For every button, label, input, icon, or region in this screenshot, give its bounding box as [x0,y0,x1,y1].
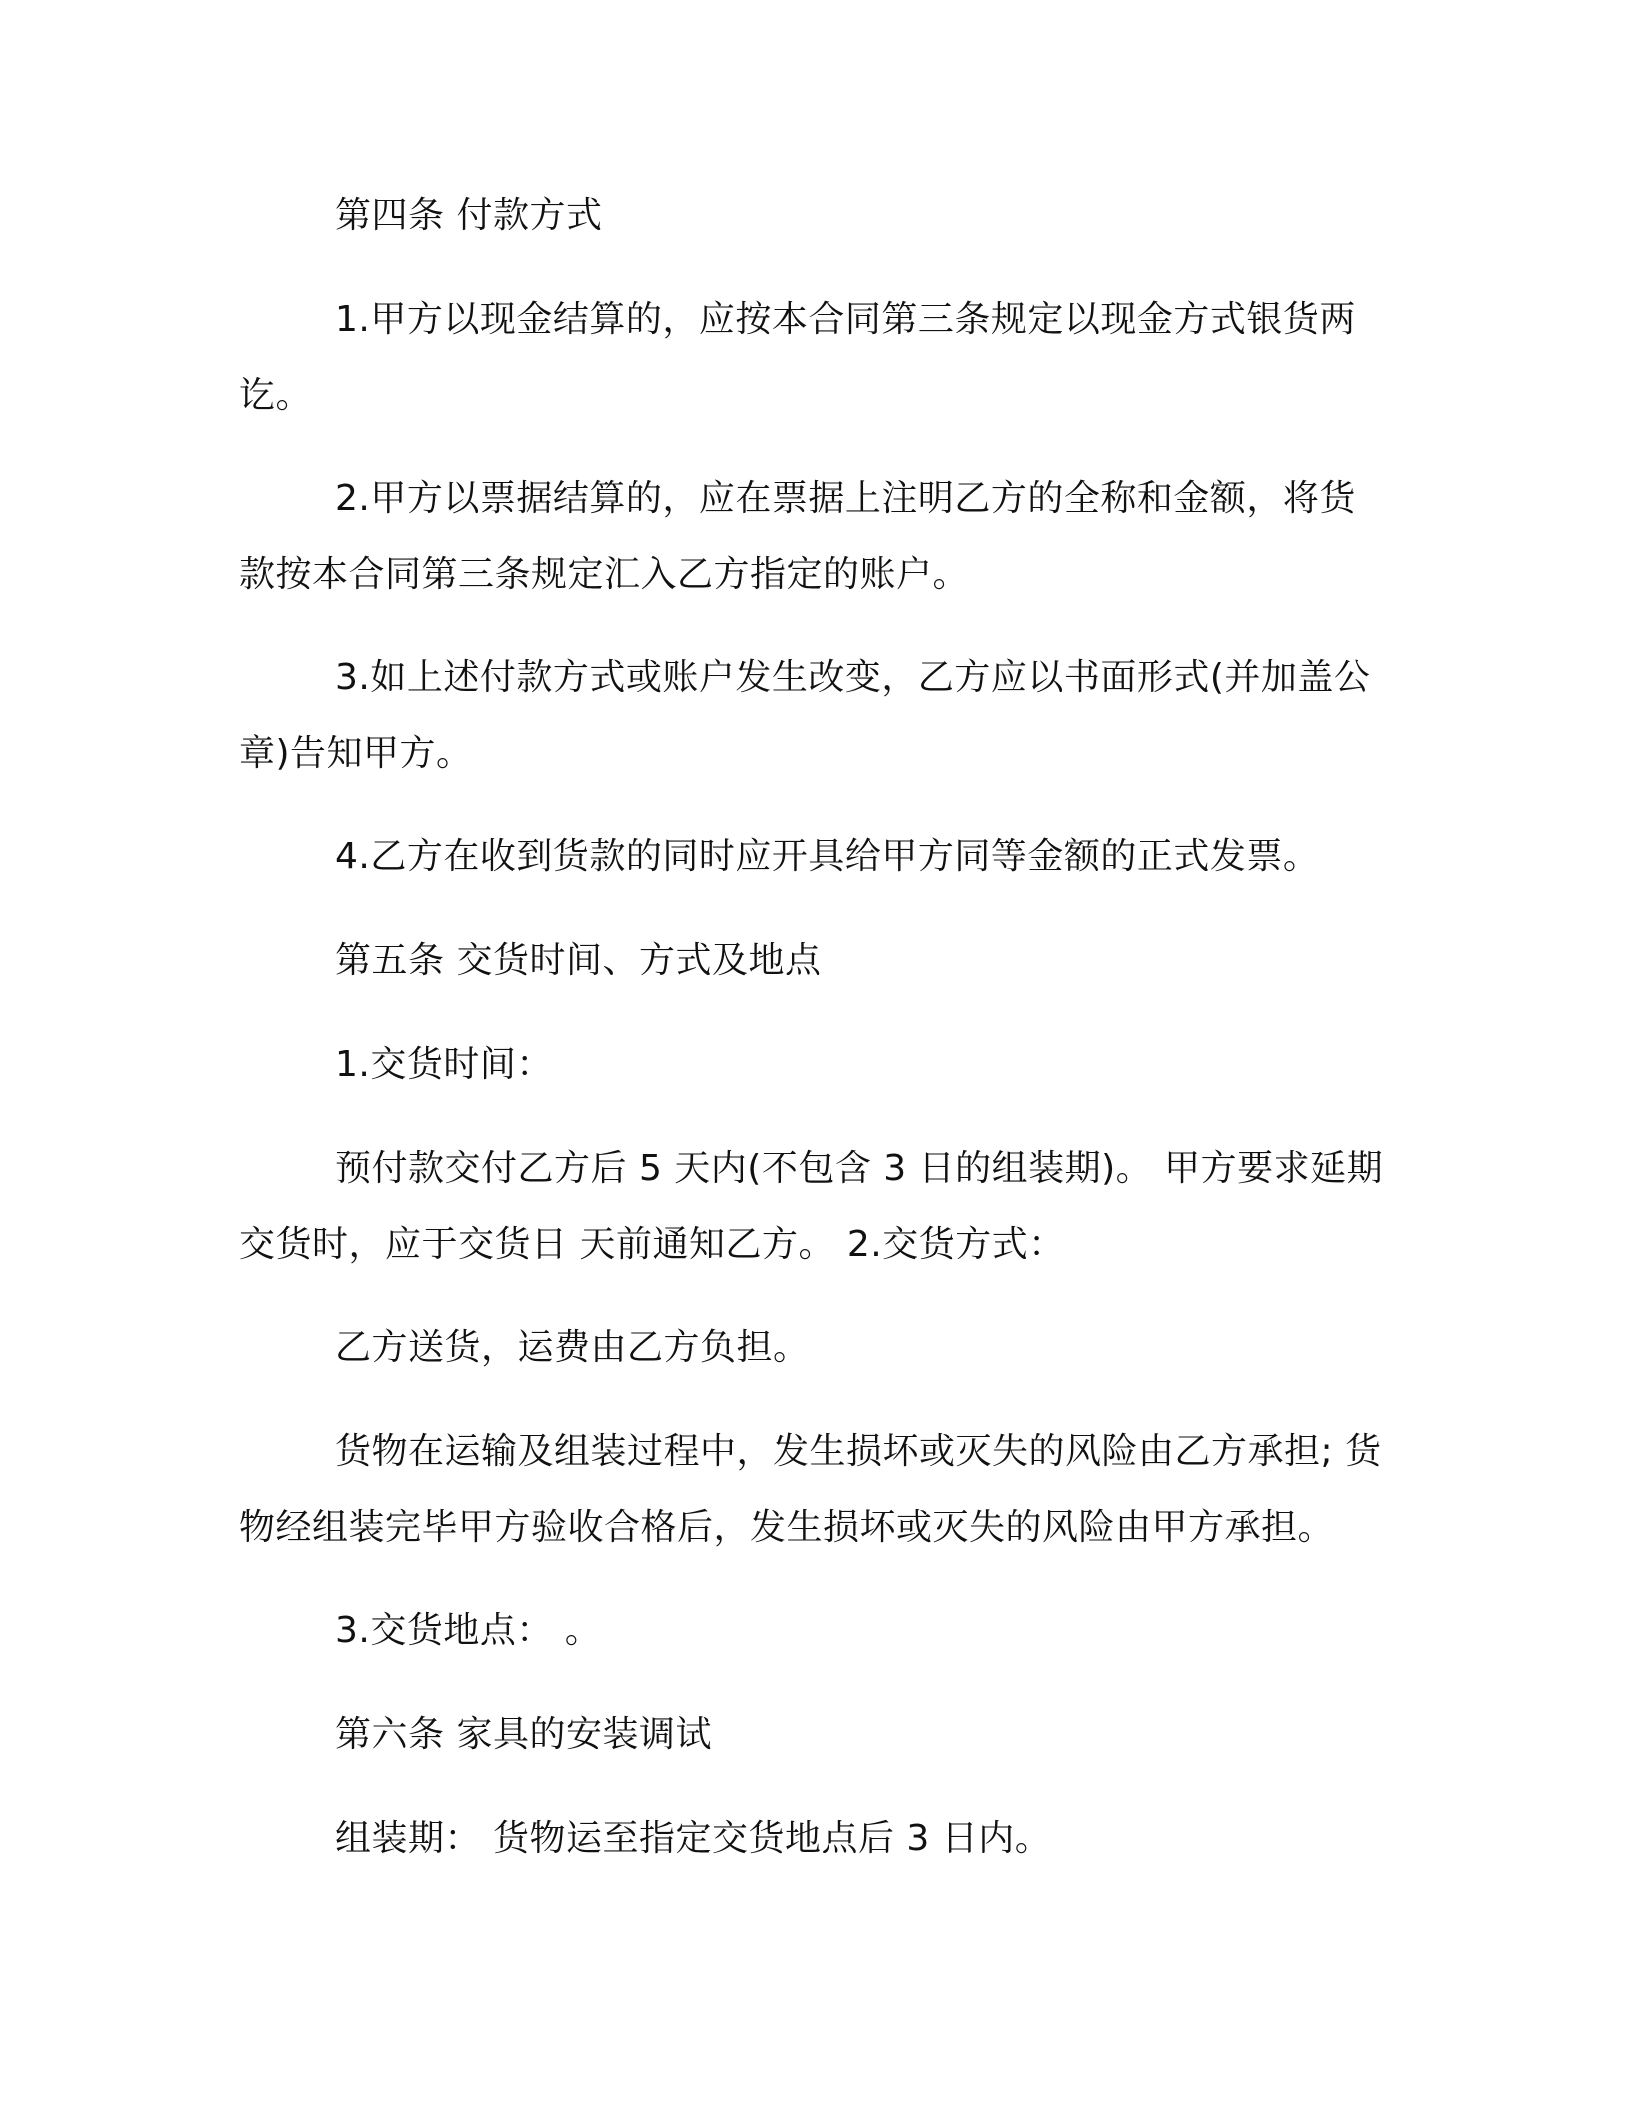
article-6-heading: 第六条 家具的安装调试 [335,1714,712,1755]
payment-clause-1: 1.甲方以现金结算的，应按本合同第三条规定以现金方式银货两讫。 [239,299,1356,416]
document-body [239,178,1389,1877]
article-5-heading: 第五条 交货时间、方式及地点 [335,940,822,981]
payment-clause-3: 3.如上述付款方式或账户发生改变，乙方应以书面形式(并加盖公章)告知甲方。 [239,657,1371,774]
delivery-method-text: 乙方送货，运费由乙方负担。 [335,1327,810,1368]
delivery-time-text: 预付款交付乙方后 5 天内(不包含 3 日的组装期)。 甲方要求延期交货时，应于交货日 天前通知乙方。 2.交货方式： [239,1148,1384,1265]
delivery-time-heading: 1.交货时间： [335,1044,553,1085]
assembly-period-text: 组装期： 货物运至指定交货地点后 3 日内。 [335,1818,1052,1859]
delivery-location-text: 3.交货地点： 。 [335,1610,602,1651]
delivery-risk-text: 货物在运输及组装过程中，发生损坏或灭失的风险由乙方承担; 货物经组装完毕甲方验收合格后，发生损坏或灭失的风险由甲方承担。 [239,1431,1382,1548]
payment-clause-2: 2.甲方以票据结算的，应在票据上注明乙方的全称和金额，将货款按本合同第三条规定汇入乙方指定的账户。 [239,478,1356,595]
payment-clause-4: 4.乙方在收到货款的同时应开具给甲方同等金额的正式发票。 [335,836,1320,877]
article-4-heading: 第四条 付款方式 [335,195,603,236]
